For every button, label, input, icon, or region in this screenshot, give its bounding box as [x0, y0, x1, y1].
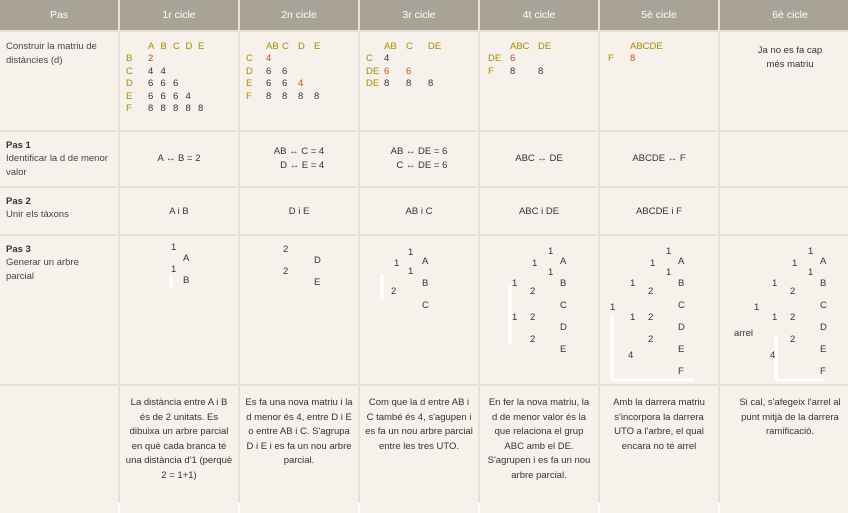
- header-cycle-5: 5è cicle: [600, 0, 718, 30]
- matrix-col-header: B: [160, 41, 167, 52]
- matrix-cycle-6: [720, 32, 848, 130]
- min-distance-pair: D ↔ E = 4: [280, 160, 325, 171]
- root-label: arrel: [734, 328, 754, 339]
- matrix-col-header: C: [282, 41, 289, 52]
- branch-length: 1: [808, 267, 814, 278]
- matrix-row-header: F: [126, 103, 132, 114]
- matrix-value: 6: [406, 65, 412, 77]
- branch-length: 1: [532, 258, 538, 269]
- matrix-value: 6: [510, 53, 516, 64]
- matrix-col-header: E: [314, 41, 321, 52]
- join-taxa: ABC i DE: [518, 205, 560, 217]
- branch-length: 1: [808, 246, 814, 257]
- min-distance-pair: ABCDE ↔ F: [632, 153, 686, 164]
- branch-length: 2: [391, 286, 397, 297]
- matrix-row-header: F: [246, 90, 252, 102]
- leaf-d: D: [560, 322, 567, 333]
- no-matrix-text: Ja no es fa cap més matriu: [757, 45, 823, 70]
- partial-tree: [120, 236, 238, 384]
- matrix-value: 8: [428, 78, 434, 89]
- branch-length: 1: [171, 242, 177, 253]
- branch-length: 1: [666, 267, 672, 278]
- row-label-description: [0, 386, 118, 513]
- matrix-value: 6: [282, 78, 288, 89]
- branch-length: 1: [512, 278, 518, 289]
- pas1-cycle-1: [120, 132, 238, 186]
- matrix-value: 8: [298, 90, 304, 102]
- matrix-row-header: DE: [366, 78, 380, 89]
- matrix-value: 8: [630, 53, 636, 64]
- matrix-col-header: AB: [384, 41, 397, 52]
- pas1-cycle-3: [360, 132, 478, 186]
- matrix-value: 4: [185, 90, 191, 102]
- branch-length: 4: [770, 350, 776, 361]
- pas1-cycle-6: [720, 132, 848, 186]
- matrix-value: 6: [160, 78, 166, 89]
- matrix-row-header: DE: [366, 65, 380, 77]
- matrix-value: 8: [173, 103, 179, 114]
- matrix-value: 8: [406, 78, 412, 89]
- row-label-pas3: [0, 236, 118, 384]
- distance-matrix: [126, 41, 236, 127]
- leaf-b: B: [183, 275, 190, 286]
- matrix-value: 6: [266, 78, 272, 89]
- join-taxa: ABCDE i F: [636, 205, 682, 217]
- header-cycle-2: 2n cicle: [240, 0, 358, 30]
- pas2-cycle-6: [720, 188, 848, 234]
- matrix-value: 4: [266, 53, 272, 64]
- matrix-value: 6: [148, 78, 154, 89]
- leaf-d: D: [314, 255, 321, 266]
- matrix-cycle-2: [240, 32, 358, 130]
- leaf-f: F: [678, 366, 684, 377]
- leaf-a: A: [422, 256, 429, 267]
- matrix-row-header: B: [126, 53, 133, 64]
- distance-matrix: [246, 41, 356, 127]
- header-cycle-1: 1r cicle: [120, 0, 238, 30]
- leaf-e: E: [560, 344, 567, 355]
- join-taxa: AB i C: [405, 205, 433, 217]
- description-cycle-6: Si cal, s'afegeix l'arrel al punt mitjà de la darrera ramificació.: [720, 386, 848, 513]
- branch-length: 1: [630, 312, 636, 323]
- matrix-value: 6: [160, 90, 166, 102]
- pas1-cycle-4: [480, 132, 598, 186]
- min-distance-pair: C ↔ DE = 6: [396, 160, 448, 171]
- matrix-value: 8: [148, 103, 154, 114]
- matrix-row-header: E: [246, 78, 253, 89]
- branch-length: 2: [790, 334, 796, 345]
- matrix-col-header: D: [298, 41, 305, 52]
- branch-length: 2: [790, 312, 796, 323]
- matrix-col-header: ABCDE: [630, 41, 663, 52]
- pas1-text: Identificar la d de menor valor: [6, 153, 108, 178]
- matrix-value: 8: [314, 90, 320, 102]
- branch-length: 1: [408, 266, 414, 277]
- matrix-row-header: D: [246, 65, 253, 77]
- leaf-c: C: [678, 300, 685, 311]
- pas3-title: Pas 3: [6, 244, 31, 255]
- leaf-b: B: [560, 278, 567, 289]
- leaf-a: A: [678, 256, 685, 267]
- matrix-value: 6: [148, 90, 154, 102]
- matrix-col-header: E: [198, 41, 205, 52]
- min-distance-pair: ABC ↔ DE: [515, 153, 563, 164]
- partial-tree: [360, 236, 478, 384]
- description-cycle-4: En fer la nova matriu, la d de menor valor és la que relaciona el grup ABC amb el DE. S'agrupen i es fa un nou arbre parcial.: [480, 386, 598, 513]
- pas2-text: Unir els tàxons: [6, 209, 69, 220]
- matrix-row-header: F: [488, 65, 494, 77]
- branch-length: 1: [548, 267, 554, 278]
- header-cycle-3: 3r cicle: [360, 0, 478, 30]
- matrix-col-header: D: [185, 41, 193, 52]
- distance-matrix: [608, 41, 718, 127]
- matrix-cycle-4: [480, 32, 598, 130]
- branch-length: 1: [171, 264, 177, 275]
- matrix-value: 4: [160, 65, 166, 77]
- header-cycle-6: 6è cicle: [720, 0, 848, 30]
- leaf-a: A: [820, 256, 827, 267]
- matrix-value: 8: [538, 65, 544, 77]
- leaf-b: B: [820, 278, 827, 289]
- matrix-cycle-1: [120, 32, 238, 130]
- matrix-col-header: A: [148, 41, 155, 52]
- branch-length: 2: [530, 334, 536, 345]
- rooted-tree: [720, 236, 848, 384]
- branch-length: 2: [530, 312, 536, 323]
- matrix-value: 8: [198, 103, 204, 114]
- matrix-row-header: C: [126, 65, 133, 77]
- matrix-value: 4: [148, 65, 154, 77]
- matrix-col-header: C: [406, 41, 413, 52]
- pas2-title: Pas 2: [6, 196, 31, 207]
- matrix-value: 8: [160, 103, 166, 114]
- matrix-value: 8: [384, 78, 390, 89]
- distance-matrix: [366, 41, 476, 127]
- leaf-c: C: [560, 300, 567, 311]
- matrix-value: 6: [173, 78, 179, 89]
- pas2-cycle-5: [600, 188, 718, 234]
- matrix-value: 4: [384, 53, 390, 64]
- matrix-value: 6: [173, 90, 179, 102]
- pas3-text: Generar un arbre parcial: [6, 257, 79, 282]
- leaf-a: A: [560, 256, 567, 267]
- leaf-d: D: [678, 322, 685, 333]
- partial-tree: [480, 236, 598, 384]
- row-label-pas1: [0, 132, 118, 186]
- tree-cycle-5: [600, 236, 718, 384]
- row-label-pas2: [0, 188, 118, 234]
- tree-cycle-3: [360, 236, 478, 384]
- pas2-cycle-4: [480, 188, 598, 234]
- matrix-value: 6: [384, 65, 390, 77]
- join-taxa: D i E: [288, 205, 310, 217]
- tree-cycle-6: [720, 236, 848, 384]
- branch-length: 2: [648, 286, 654, 297]
- branch-length: 1: [408, 247, 414, 258]
- leaf-e: E: [314, 277, 321, 288]
- matrix-col-header: AB: [266, 41, 279, 52]
- branch-length: 2: [648, 312, 654, 323]
- matrix-row-header: DE: [488, 53, 502, 64]
- matrix-col-header: C: [173, 41, 180, 52]
- pas2-cycle-2: [240, 188, 358, 234]
- matrix-value: 8: [282, 90, 288, 102]
- branch-length: 2: [530, 286, 536, 297]
- pas1-cycle-2: [240, 132, 358, 186]
- matrix-cycle-3: [360, 32, 478, 130]
- tree-cycle-1: [120, 236, 238, 384]
- branch-length: 1: [666, 246, 672, 257]
- min-distance-pair: AB ↔ DE = 6: [390, 146, 448, 157]
- matrix-value: 6: [282, 65, 288, 77]
- description-cycle-3: Com que la d entre AB i C també és 4, s'agupen i es fa un nou arbre parcial entre les tres UTO.: [360, 386, 478, 513]
- pas2-cycle-3: [360, 188, 478, 234]
- description-cycle-1: La distància entre A i B és de 2 unitats. Es dibuixa un arbre parcial en què cada branca té una distància d'1 (perquè 2 = 1+1): [120, 386, 238, 513]
- matrix-row-header: C: [246, 53, 253, 64]
- branch-length: 2: [283, 244, 289, 255]
- branch-length: 1: [754, 302, 760, 313]
- row-label-matrix: [0, 32, 118, 130]
- branch-length: 1: [548, 246, 554, 257]
- tree-cycle-2: [240, 236, 358, 384]
- matrix-col-header: DE: [428, 41, 442, 52]
- leaf-d: D: [820, 322, 827, 333]
- join-taxa: A i B: [169, 205, 189, 217]
- matrix-value: 6: [266, 65, 272, 77]
- branch-length: 1: [792, 258, 798, 269]
- min-distance-pair: AB ↔ C = 4: [273, 146, 325, 157]
- matrix-col-header: DE: [538, 41, 552, 52]
- description-cycle-2: Es fa una nova matriu i la d menor és 4, entre D i E o entre AB i C. S'agrupa D i E i es fa un nou arbre parcial.: [240, 386, 358, 513]
- matrix-row-header: F: [608, 53, 614, 64]
- leaf-c: C: [820, 300, 827, 311]
- branch-length: 1: [394, 258, 400, 269]
- branch-length: 4: [628, 350, 634, 361]
- branch-length: 1: [772, 278, 778, 289]
- header-cycle-4: 4t cicle: [480, 0, 598, 30]
- pas2-cycle-1: [120, 188, 238, 234]
- branch-length: 1: [630, 278, 636, 289]
- distance-matrix: [488, 41, 598, 127]
- branch-length: 2: [648, 334, 654, 345]
- leaf-f: F: [820, 366, 826, 377]
- header-pas: Pas: [0, 0, 118, 30]
- tree-cycle-4: [480, 236, 598, 384]
- partial-tree: [600, 236, 718, 384]
- matrix-value: 8: [510, 65, 516, 77]
- leaf-b: B: [422, 278, 429, 289]
- branch-length: 1: [512, 312, 518, 323]
- pas1-title: Pas 1: [6, 140, 31, 151]
- matrix-value: 8: [185, 103, 191, 114]
- leaf-a: A: [183, 253, 190, 264]
- min-distance-pair: A ↔ B = 2: [157, 153, 201, 164]
- matrix-cycle-5: [600, 32, 718, 130]
- branch-length: 1: [650, 258, 656, 269]
- matrix-row-header: C: [366, 53, 373, 64]
- matrix-col-header: ABC: [510, 41, 530, 52]
- matrix-value: 8: [266, 90, 272, 102]
- matrix-row-header: E: [126, 90, 133, 102]
- matrix-value: 2: [148, 53, 154, 64]
- leaf-e: E: [820, 344, 827, 355]
- branch-length: 2: [790, 286, 796, 297]
- pas1-cycle-5: [600, 132, 718, 186]
- matrix-label: Construir la matriu de distàncies (d): [6, 41, 97, 66]
- description-cycle-5: Amb la darrera matriu s'incorpora la darrera UTO a l'arbre, el qual encara no té arrel: [600, 386, 718, 513]
- branch-length: 1: [772, 312, 778, 323]
- branch-length: 1: [610, 302, 616, 313]
- matrix-value: 4: [298, 78, 304, 89]
- matrix-row-header: D: [126, 78, 133, 89]
- leaf-b: B: [678, 278, 685, 289]
- leaf-c: C: [422, 300, 429, 311]
- partial-tree: [240, 236, 358, 384]
- leaf-e: E: [678, 344, 685, 355]
- branch-length: 2: [283, 266, 289, 277]
